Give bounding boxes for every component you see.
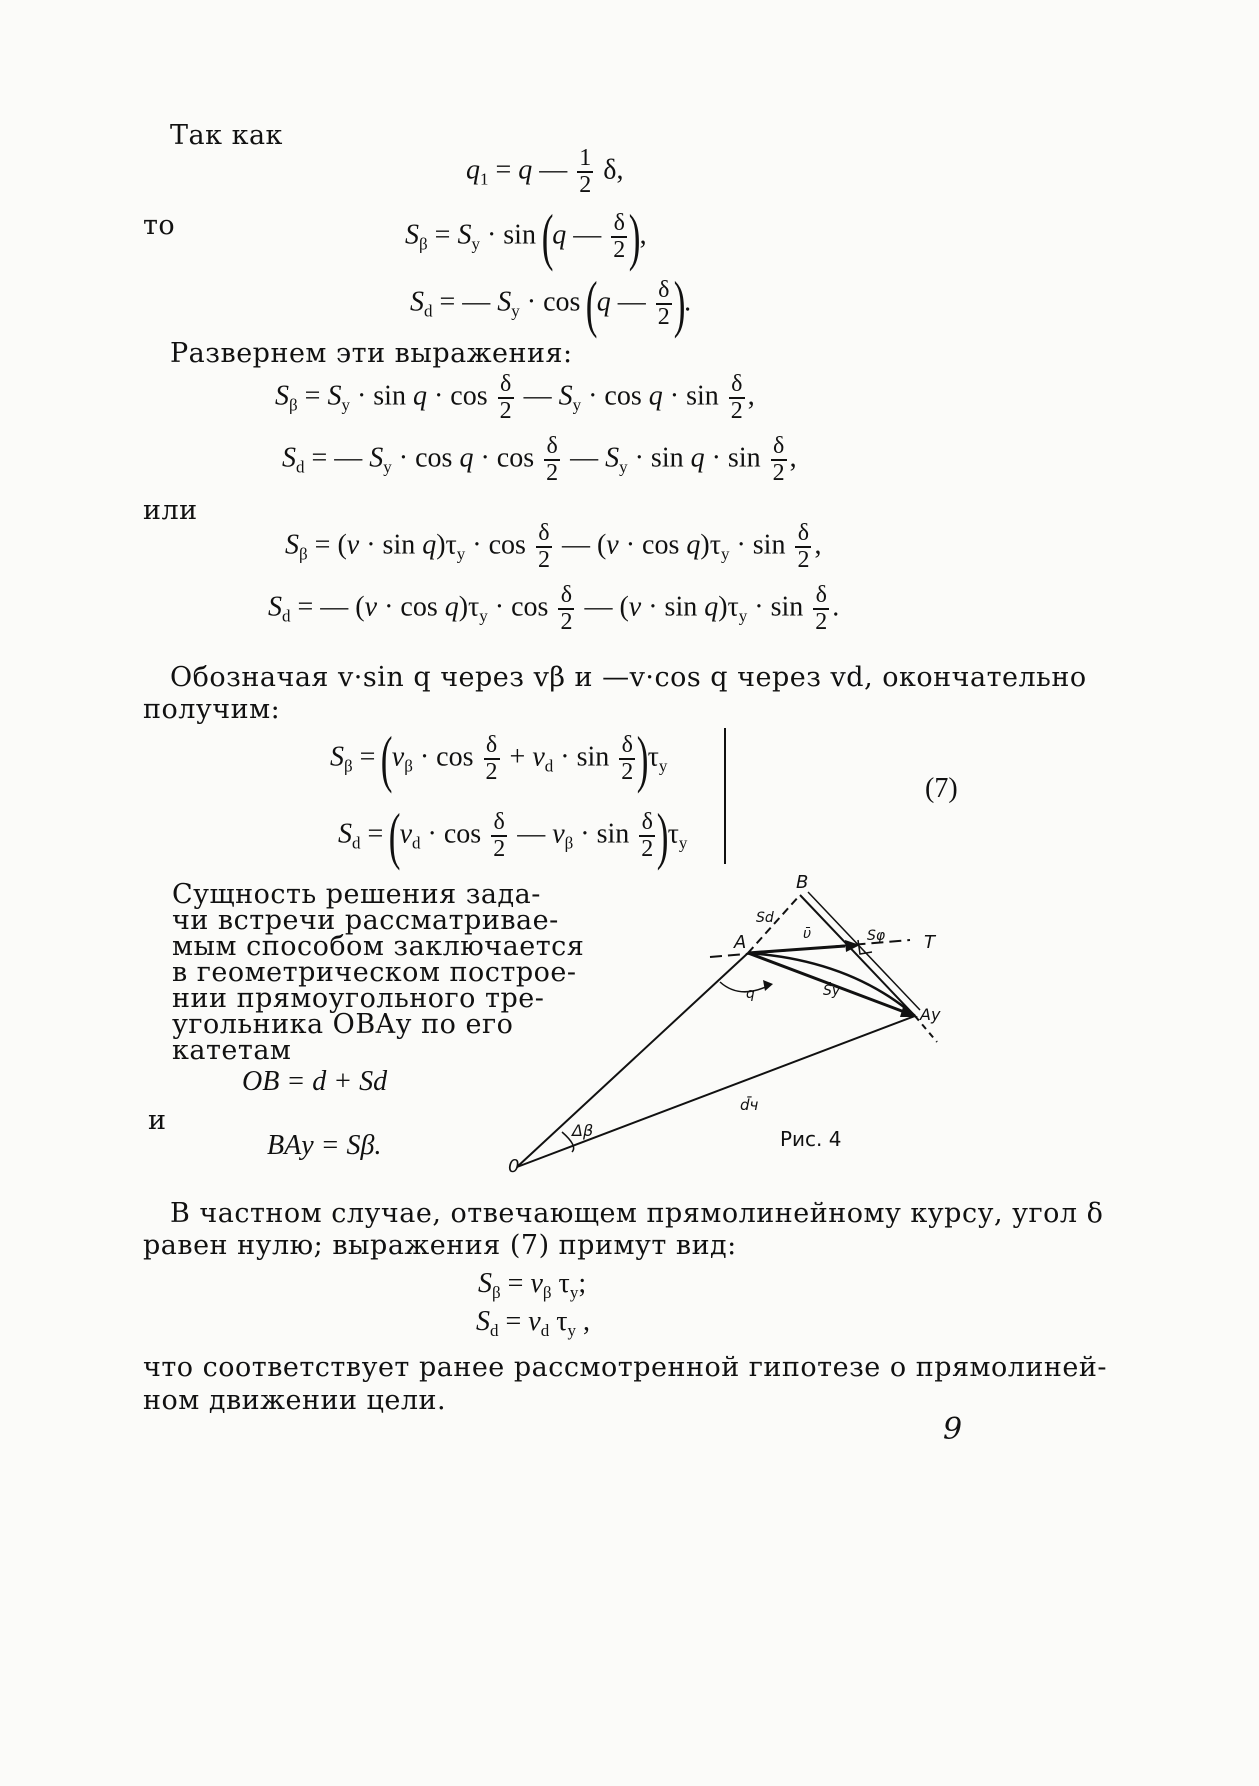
- label-B: B: [796, 872, 809, 893]
- equation-7-sbeta: $S_\beta = (v_\beta \cdot \cos$ $\frac{\delta}{2}$ + $v_d \cdot \sin$ $\frac{\delta}{2}$ )$\tau_у$: [330, 723, 668, 794]
- equation-special-sd: $S_d = v_d$ $\tau_у$ ,: [476, 1306, 590, 1340]
- final-line-1: что соответствует ранее рассмотренной гипотезе о прямолиней-: [143, 1352, 1108, 1383]
- figure-caption: Рис. 4: [780, 1127, 842, 1151]
- essence-paragraph: [172, 879, 585, 1066]
- denote-line-2: получим:: [143, 694, 281, 725]
- special-line-2: равен нулю; выражения (7) примут вид:: [143, 1230, 737, 1261]
- equation-number: (7): [925, 773, 958, 804]
- label-q: q: [746, 986, 755, 1002]
- page-number: 9: [943, 1412, 963, 1447]
- essence-line: мым способом заключается: [172, 931, 585, 962]
- final-line-2: ном движении цели.: [143, 1385, 447, 1416]
- label-A: A: [734, 932, 747, 953]
- label-Ay: Aу: [920, 1005, 941, 1024]
- and-word: и: [148, 1105, 167, 1136]
- angle-q-arc: [720, 982, 770, 992]
- vector-v: [748, 946, 845, 953]
- label-dy: d̄ч: [740, 1096, 759, 1114]
- equation-v-sbeta: $S_\beta = (v \cdot \sin q)\tau_у \cdot \cos$ $\frac{\delta}{2}$ — $(v \cdot \cos q)\tau_у \cdot \sin$ $\frac{\delta}{2}$ ,: [285, 520, 822, 574]
- equation-sd-cos: $S_d$ = — $S_у \cdot \cos (q$ — $\frac{\delta}{2}$ ).: [410, 268, 692, 339]
- or-word: или: [143, 495, 198, 526]
- special-line-1: В частном случае, отвечающем прямолинейному курсу, угол δ: [170, 1198, 1104, 1229]
- label-O: 0: [508, 1156, 520, 1177]
- ba-equation: BAу = Sβ.: [267, 1130, 382, 1161]
- essence-line: угольника OBAу по его: [172, 1009, 514, 1040]
- equation-7-sd: $S_d = (v_d \cdot \cos$ $\frac{\delta}{2}$ — $v_\beta \cdot \sin$ $\frac{\delta}{2}$ )$\tau_у$: [338, 800, 688, 871]
- label-dbeta: Δβ: [572, 1121, 594, 1140]
- ob-equation: OB = d + Sd: [242, 1066, 388, 1097]
- figure-4: [500, 870, 960, 1180]
- line-OAy: [517, 1016, 915, 1167]
- equation-special-sbeta: $S_\beta = v_\beta$ $\tau_у$;: [478, 1268, 587, 1302]
- to-word: то: [143, 210, 176, 241]
- equation-expand-sbeta: $S_\beta = S_у \cdot \sin q \cdot \cos$ $\frac{\delta}{2}$ — $S_у \cdot \cos q \cdot \sin$ $\frac{\delta}{2}$ ,: [275, 371, 755, 425]
- essence-line: чи встречи рассматривае-: [172, 905, 559, 936]
- denote-line-1: Обозначая v·sin q через vβ и —v·cos q через vd, окончательно: [170, 662, 1087, 693]
- system-brace: [724, 728, 726, 864]
- equation-sbeta-sin: $S_\beta = S_у \cdot \sin (q$ — $\frac{\delta}{2}$ ),: [405, 201, 647, 272]
- label-Sy: S̄у: [823, 983, 841, 999]
- essence-line: нии прямоугольного тре-: [172, 983, 545, 1014]
- label-Sd: Sd: [756, 910, 774, 926]
- essence-line: катетам: [172, 1035, 292, 1066]
- line-BAy: [800, 895, 915, 1016]
- label-T: T: [924, 932, 935, 953]
- label-Sbeta: Sφ: [867, 928, 886, 944]
- expand-text: Развернем эти выражения:: [170, 338, 573, 369]
- label-v: ῡ: [803, 926, 812, 942]
- equation-v-sd: $S_d$ = — $(v \cdot \cos q)\tau_у \cdot \cos$ $\frac{\delta}{2}$ — $(v \cdot \sin q)\tau_у \cdot \sin$ $\frac{\delta}{2}$ .: [268, 582, 840, 636]
- equation-q1: $q_1 = q$ — $\frac{1}{2}$ δ,: [466, 145, 624, 199]
- line-OA: [517, 953, 748, 1167]
- intro-text: Так как: [170, 120, 283, 151]
- arrow-q-head: [763, 980, 773, 991]
- equation-expand-sd: $S_d$ = — $S_у \cdot \cos q \cdot \cos$ $\frac{\delta}{2}$ — $S_у \cdot \sin q \cdot \sin$ $\frac{\delta}{2}$ ,: [282, 433, 797, 487]
- essence-line: Сущность решения зада-: [172, 879, 541, 910]
- essence-line: в геометрическом построе-: [172, 957, 577, 988]
